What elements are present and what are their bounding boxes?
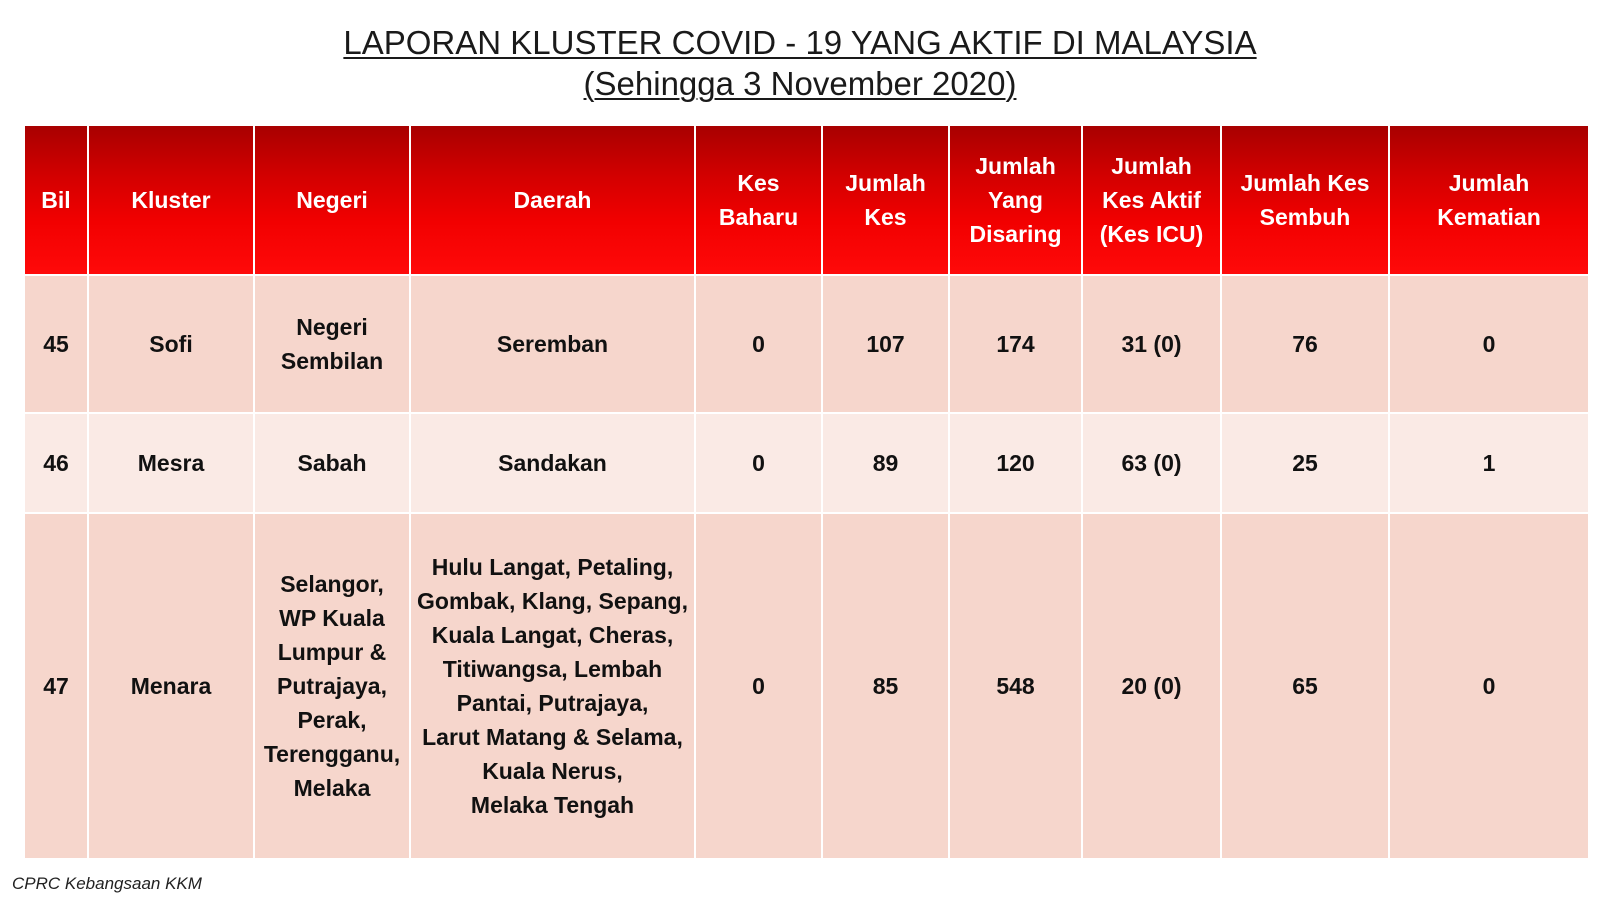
cell-negeri: Selangor, WP Kuala Lumpur & Putrajaya, Perak, Terengganu, Melaka: [254, 513, 410, 859]
cell-bil: 45: [24, 275, 88, 413]
cell-kes-aktif: 63 (0): [1082, 413, 1221, 513]
header-kematian: Jumlah Kematian: [1389, 125, 1589, 275]
header-kluster: Kluster: [88, 125, 254, 275]
cell-kes-aktif: 31 (0): [1082, 275, 1221, 413]
cell-negeri: Sabah: [254, 413, 410, 513]
cell-kematian: 0: [1389, 275, 1589, 413]
table-row: [24, 413, 1589, 513]
header-kes-baharu: Kes Baharu: [695, 125, 822, 275]
table-header-row: [24, 125, 1589, 275]
header-bil: Bil: [24, 125, 88, 275]
header-jumlah-kes: Jumlah Kes: [822, 125, 949, 275]
title-line-1: LAPORAN KLUSTER COVID - 19 YANG AKTIF DI MALAYSIA: [343, 24, 1257, 61]
source-footnote: CPRC Kebangsaan KKM: [12, 874, 202, 893]
title-line-2: (Sehingga 3 November 2020): [583, 65, 1017, 102]
header-kes-aktif: Jumlah Kes Aktif (Kes ICU): [1082, 125, 1221, 275]
cell-sembuh: 65: [1221, 513, 1389, 859]
cell-kluster: Menara: [88, 513, 254, 859]
cell-kes-aktif: 20 (0): [1082, 513, 1221, 859]
cell-kes-baharu: 0: [695, 413, 822, 513]
cell-bil: 47: [24, 513, 88, 859]
cell-sembuh: 76: [1221, 275, 1389, 413]
cluster-table: [23, 124, 1590, 860]
header-negeri: Negeri: [254, 125, 410, 275]
cell-jumlah-disaring: 120: [949, 413, 1082, 513]
cell-jumlah-disaring: 548: [949, 513, 1082, 859]
cell-jumlah-kes: 85: [822, 513, 949, 859]
cell-daerah: Sandakan: [410, 413, 695, 513]
header-jumlah-disaring: Jumlah Yang Disaring: [949, 125, 1082, 275]
report-title: [0, 22, 1600, 104]
cell-kematian: 1: [1389, 413, 1589, 513]
cell-jumlah-kes: 89: [822, 413, 949, 513]
table-row: [24, 513, 1589, 859]
cell-bil: 46: [24, 413, 88, 513]
cell-kluster: Mesra: [88, 413, 254, 513]
cell-jumlah-disaring: 174: [949, 275, 1082, 413]
cell-kematian: 0: [1389, 513, 1589, 859]
table-row: [24, 275, 1589, 413]
cell-kluster: Sofi: [88, 275, 254, 413]
header-sembuh: Jumlah Kes Sembuh: [1221, 125, 1389, 275]
cell-kes-baharu: 0: [695, 513, 822, 859]
cell-negeri: Negeri Sembilan: [254, 275, 410, 413]
cell-daerah: Hulu Langat, Petaling, Gombak, Klang, Sepang, Kuala Langat, Cheras, Titiwangsa, Lembah Pantai, Putrajaya, Larut Matang & Selama, Kuala Nerus, Melaka Tengah: [410, 513, 695, 859]
cell-kes-baharu: 0: [695, 275, 822, 413]
cell-sembuh: 25: [1221, 413, 1389, 513]
cell-jumlah-kes: 107: [822, 275, 949, 413]
cell-daerah: Seremban: [410, 275, 695, 413]
header-daerah: Daerah: [410, 125, 695, 275]
